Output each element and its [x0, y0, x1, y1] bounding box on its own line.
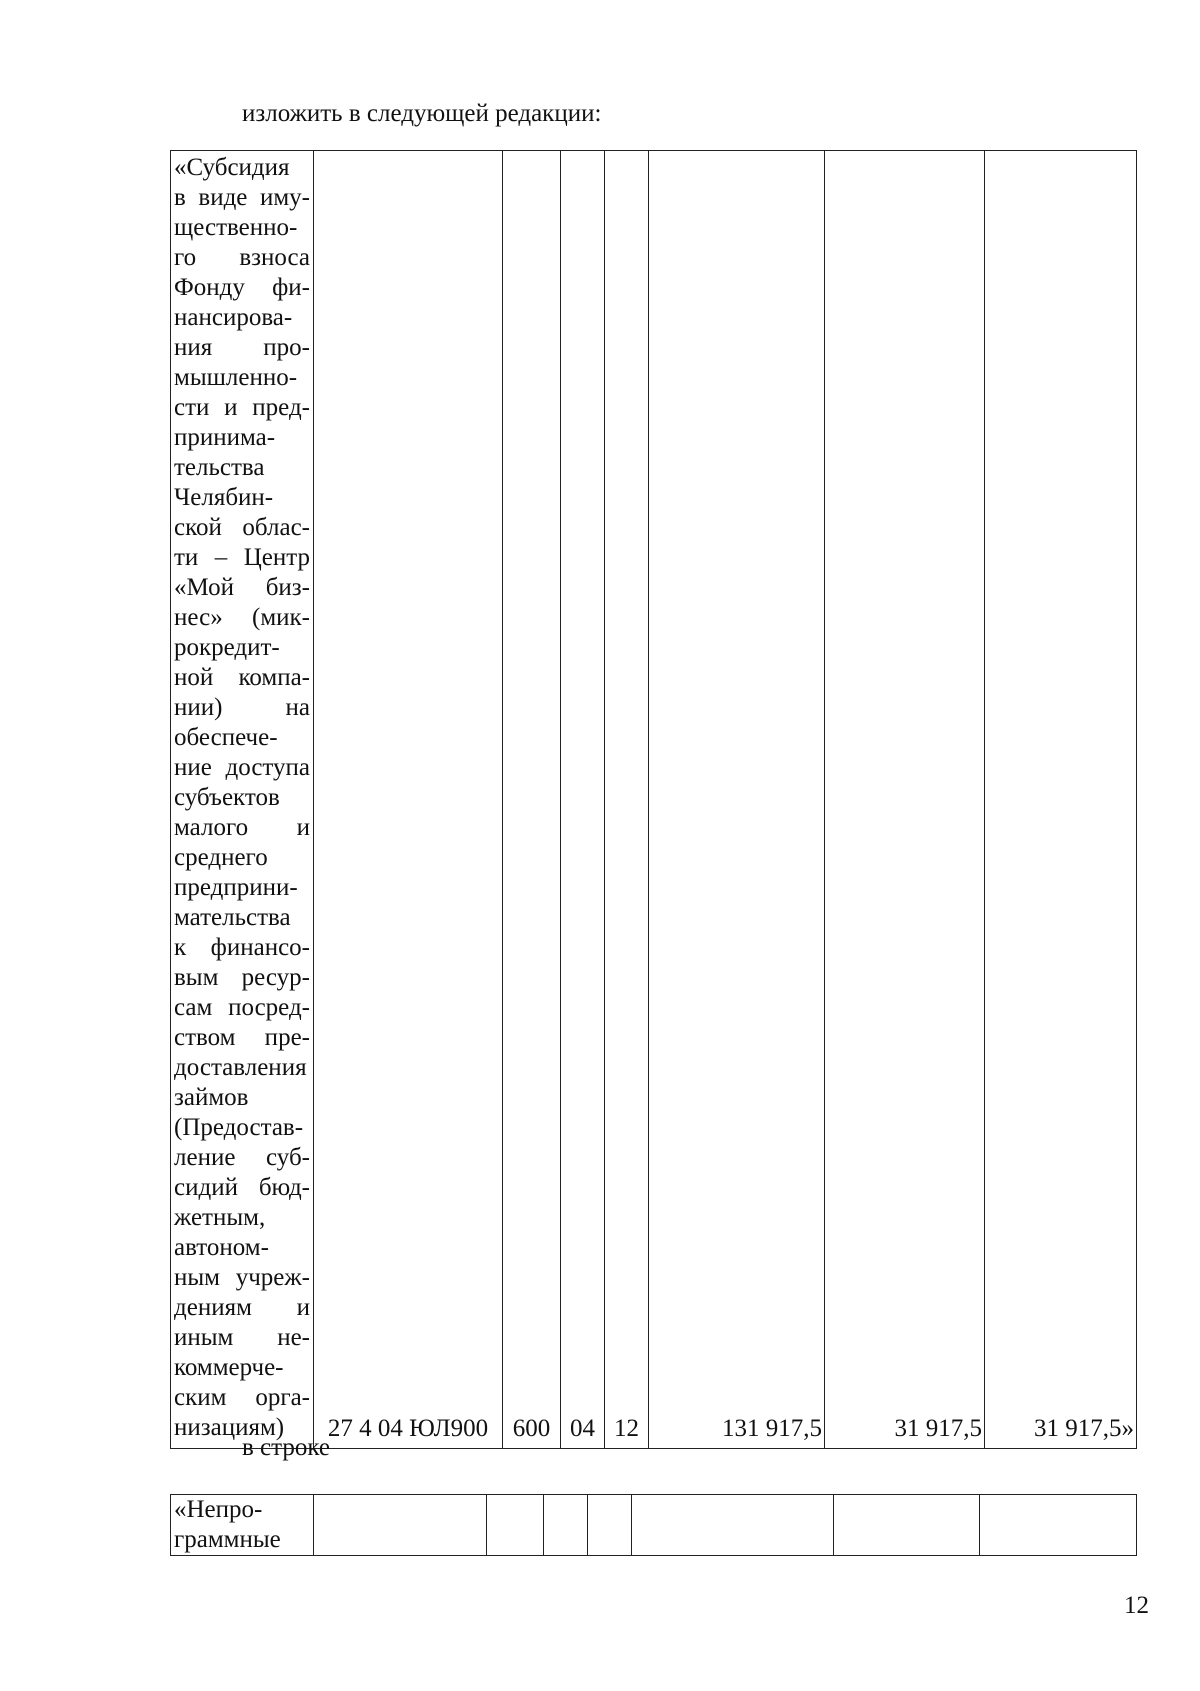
name-line: к финансо-	[174, 934, 310, 961]
sum-1-cell: 131 917,5	[649, 151, 825, 1449]
name-line: предприни-	[174, 874, 298, 901]
empty-cell	[834, 1495, 980, 1556]
name-line: Челябин-	[174, 484, 274, 511]
empty-cell	[487, 1495, 544, 1556]
row-name-cell	[171, 151, 314, 1449]
name-line: «Непро-	[174, 1496, 263, 1523]
name-line: сти и пред-	[174, 394, 310, 421]
name-line: малого и	[174, 814, 310, 841]
name-line: ление суб-	[174, 1144, 310, 1171]
empty-cell	[314, 1495, 487, 1556]
name-line: принима-	[174, 424, 276, 451]
name-line: мышленно-	[174, 364, 298, 391]
name-line: Фонду фи-	[174, 274, 310, 301]
name-line: рокредит-	[174, 634, 280, 661]
name-line: (Предостав-	[174, 1114, 304, 1141]
name-line: ние доступа	[174, 754, 310, 781]
page-number: 12	[1124, 1592, 1149, 1619]
name-line: мательства	[174, 904, 291, 931]
name-line: нии) на	[174, 694, 310, 721]
name-line: сидий бюд-	[174, 1174, 310, 1201]
name-line: граммные	[174, 1526, 281, 1553]
name-line: ти – Центр	[174, 544, 310, 571]
empty-cell	[980, 1495, 1137, 1556]
intro-text: изложить в следующей редакции:	[242, 100, 602, 127]
name-line: ской облас-	[174, 514, 310, 541]
name-line: субъектов	[174, 784, 280, 811]
name-line: ным учреж-	[174, 1264, 310, 1291]
empty-cell	[544, 1495, 588, 1556]
name-line: коммерче-	[174, 1354, 284, 1381]
name-line: займов	[174, 1084, 249, 1111]
name-line: тельства	[174, 454, 265, 481]
budget-table-replacement	[170, 150, 1137, 1449]
name-line: автоном-	[174, 1234, 269, 1261]
name-line: в виде иму-	[174, 184, 310, 211]
name-line: низациям)	[174, 1414, 285, 1441]
empty-cell	[588, 1495, 632, 1556]
name-line: нес» (мик-	[174, 604, 310, 631]
name-line: «Мой биз-	[174, 574, 310, 601]
sum-2-cell: 31 917,5	[825, 151, 985, 1449]
name-line: ной компа-	[174, 664, 310, 691]
row-name-text	[174, 153, 310, 1443]
next-row-name-cell	[171, 1495, 314, 1556]
table-row	[171, 1495, 1137, 1556]
expense-type-cell: 600	[503, 151, 561, 1449]
next-row-name-text	[174, 1495, 310, 1555]
name-line: сам посред-	[174, 994, 310, 1021]
name-line: «Субсидия	[174, 154, 290, 181]
name-line: иным не-	[174, 1324, 310, 1351]
name-line: доставления	[174, 1054, 307, 1081]
after-text: в строке	[242, 1434, 331, 1461]
name-line: жетным,	[174, 1204, 266, 1231]
name-line: ским орга-	[174, 1384, 310, 1411]
subsection-cell: 12	[605, 151, 649, 1449]
section-cell: 04	[561, 151, 605, 1449]
sum-3-cell: 31 917,5»	[985, 151, 1137, 1449]
name-line: нансирова-	[174, 304, 293, 331]
name-line: дениям и	[174, 1294, 310, 1321]
name-line: го взноса	[174, 244, 310, 271]
name-line: щественно-	[174, 214, 298, 241]
budget-table-next	[170, 1494, 1137, 1556]
name-line: среднего	[174, 844, 268, 871]
name-line: ством пре-	[174, 1024, 310, 1051]
name-line: вым ресур-	[174, 964, 310, 991]
empty-cell	[632, 1495, 834, 1556]
table-row	[171, 151, 1137, 1449]
target-code-cell: 27 4 04 ЮЛ900	[314, 151, 503, 1449]
name-line: ния про-	[174, 334, 310, 361]
name-line: обеспече-	[174, 724, 278, 751]
